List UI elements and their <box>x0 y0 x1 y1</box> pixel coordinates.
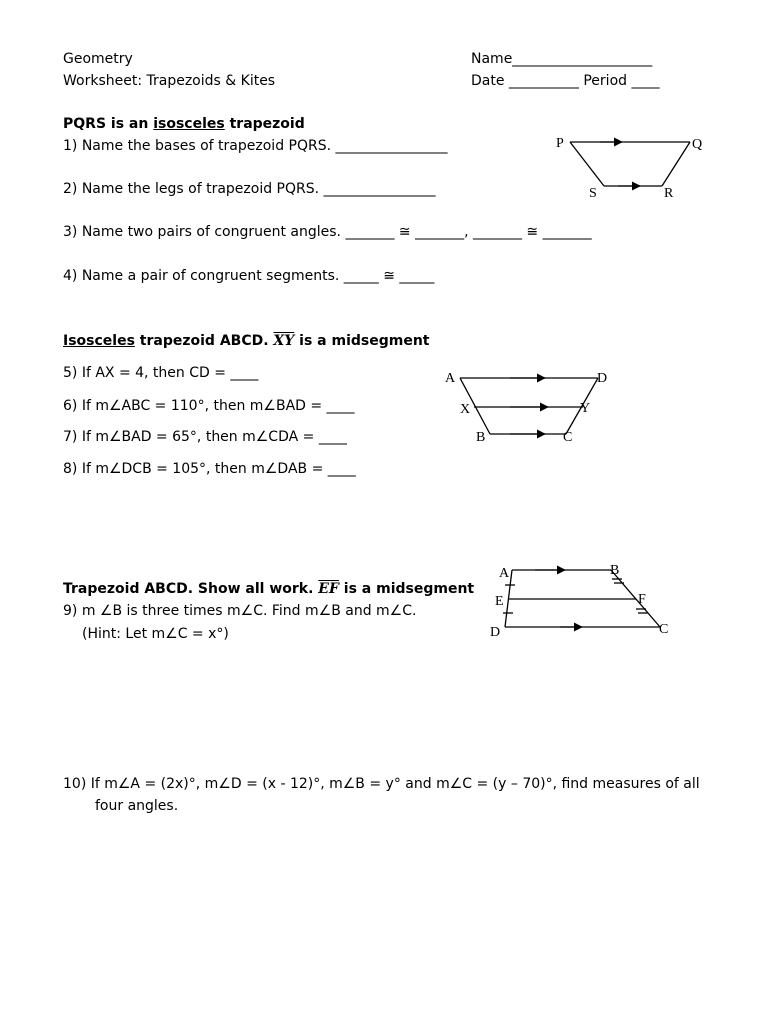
label-y: Y <box>580 401 591 416</box>
label-c2: C <box>659 622 669 637</box>
question-8: 8) If m∠DCB = 105°, then m∠DAB = ____ <box>63 461 356 477</box>
question-9: 9) m ∠B is three times m∠C. Find m∠B and m∠C. <box>63 603 417 619</box>
question-6: 6) If m∠ABC = 110°, then m∠BAD = ____ <box>63 398 355 414</box>
name-field: Name____________________ <box>471 51 653 67</box>
label-d: D <box>597 371 608 386</box>
date-period-field: Date __________ Period ____ <box>471 73 660 89</box>
question-10: 10) If m∠A = (2x)°, m∠D = (x - 12)°, m∠B = y° and m∠C = (y – 70)°, find measures of all <box>63 776 700 792</box>
section2-heading: Isosceles trapezoid ABCD. $\overline{XY}$ is a midsegment <box>63 333 430 349</box>
section3-heading: Trapezoid ABCD. Show all work. $\overline{EF}$ is a midsegment <box>63 581 475 597</box>
trapezoid-pqrs-figure <box>570 142 690 186</box>
label-x: X <box>460 402 471 417</box>
question-5: 5) If AX = 4, then CD = ____ <box>63 365 259 381</box>
label-c: C <box>563 430 573 445</box>
label-p: P <box>556 136 564 151</box>
label-r: R <box>664 186 674 201</box>
question-10-cont: four angles. <box>95 798 179 814</box>
question-3: 3) Name two pairs of congruent angles. _______ ≅ _______, _______ ≅ _______ <box>63 224 592 240</box>
trapezoid-abcd-figure <box>460 378 598 434</box>
worksheet-title: Worksheet: Trapezoids & Kites <box>63 73 276 89</box>
subject-title: Geometry <box>63 51 133 67</box>
label-a2: A <box>499 566 510 581</box>
question-2: 2) Name the legs of trapezoid PQRS. ________________ <box>63 181 436 197</box>
question-1: 1) Name the bases of trapezoid PQRS. ________________ <box>63 138 448 154</box>
label-b: B <box>476 430 486 445</box>
label-b2: B <box>610 563 620 578</box>
label-f: F <box>638 592 646 607</box>
trapezoid-abcd-ef-figure <box>503 570 660 627</box>
label-d2: D <box>490 625 501 640</box>
section1-heading: PQRS is an isosceles trapezoid <box>63 116 305 132</box>
label-e: E <box>495 594 504 609</box>
label-a: A <box>445 371 456 386</box>
question-9-hint: (Hint: Let m∠C = x°) <box>82 626 229 642</box>
question-4: 4) Name a pair of congruent segments. _____ ≅ _____ <box>63 268 435 284</box>
question-7: 7) If m∠BAD = 65°, then m∠CDA = ____ <box>63 429 347 445</box>
label-q: Q <box>692 137 703 152</box>
label-s: S <box>589 186 597 201</box>
